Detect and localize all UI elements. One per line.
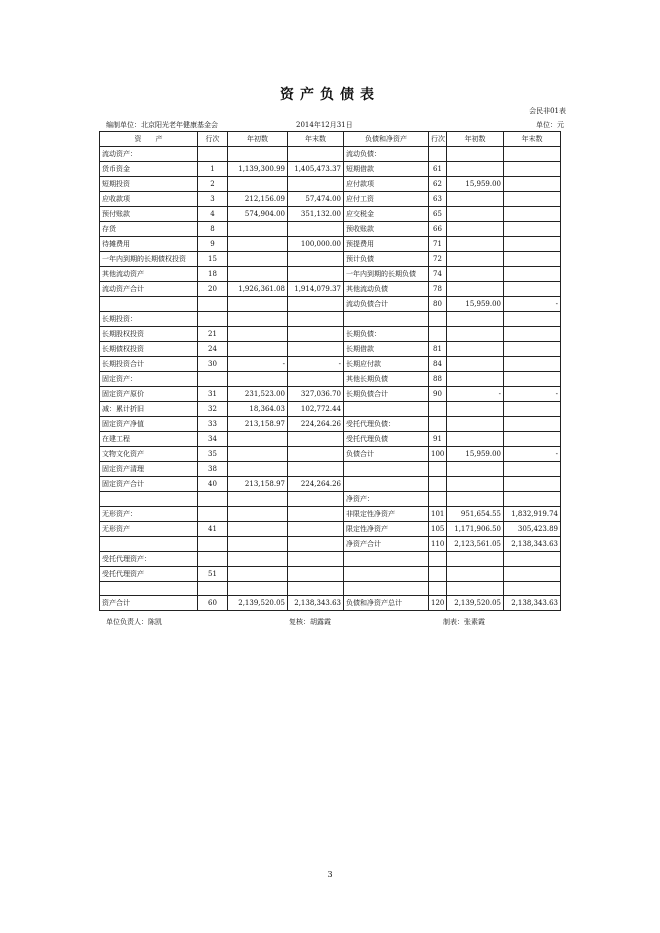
table-cell: [504, 402, 561, 417]
table-cell: 38: [198, 462, 228, 477]
table-cell: 1,926,361.08: [228, 282, 288, 297]
table-cell: 351,132.00: [288, 207, 344, 222]
table-cell: 净资产：: [344, 492, 429, 507]
table-row: [100, 567, 561, 582]
table-cell: [504, 162, 561, 177]
table-cell: [504, 252, 561, 267]
table-cell: 固定资产：: [100, 372, 198, 387]
table-cell: 24: [198, 342, 228, 357]
table-cell: 72: [429, 252, 447, 267]
table-cell: [198, 537, 228, 552]
table-cell: [447, 357, 504, 372]
table-cell: [504, 357, 561, 372]
table-cell: [288, 252, 344, 267]
table-cell: [228, 432, 288, 447]
table-cell: 84: [429, 357, 447, 372]
table-cell: [447, 162, 504, 177]
table-cell: [504, 492, 561, 507]
table-cell: [198, 582, 228, 596]
table-cell: [447, 237, 504, 252]
table-row: [100, 237, 561, 252]
table-cell: [228, 522, 288, 537]
table-cell: 15,959.00: [447, 177, 504, 192]
table-cell: [429, 417, 447, 432]
table-cell: 66: [429, 222, 447, 237]
table-cell: [447, 192, 504, 207]
table-cell: [100, 537, 198, 552]
table-cell: 应付工资: [344, 192, 429, 207]
table-cell: 2,139,520.05: [228, 596, 288, 611]
table-cell: [504, 417, 561, 432]
table-cell: [288, 462, 344, 477]
table-cell: 18,364.03: [228, 402, 288, 417]
table-cell: [228, 537, 288, 552]
table-cell: [228, 147, 288, 162]
table-cell: 80: [429, 297, 447, 312]
table-cell: 65: [429, 207, 447, 222]
table-cell: 应付款项: [344, 177, 429, 192]
table-row: [100, 387, 561, 402]
table-cell: 81: [429, 342, 447, 357]
table-cell: 1,139,300.99: [228, 162, 288, 177]
table-cell: [447, 462, 504, 477]
table-cell: 其他流动资产: [100, 267, 198, 282]
table-cell: [447, 222, 504, 237]
table-row: [100, 507, 561, 522]
table-cell: 105: [429, 522, 447, 537]
table-cell: [447, 312, 504, 327]
table-cell: 限定性净资产: [344, 522, 429, 537]
table-cell: 长期负债：: [344, 327, 429, 342]
table-cell: 1,405,473.37: [288, 162, 344, 177]
table-cell: 100: [429, 447, 447, 462]
table-cell: 资 产: [100, 132, 198, 147]
table-cell: 年初数: [228, 132, 288, 147]
table-cell: [344, 552, 429, 567]
table-cell: [288, 567, 344, 582]
table-cell: [447, 267, 504, 282]
table-cell: [228, 447, 288, 462]
table-cell: [504, 582, 561, 596]
table-row: [100, 447, 561, 462]
table-cell: 32: [198, 402, 228, 417]
table-cell: 受托代理负债：: [344, 417, 429, 432]
table-cell: [504, 552, 561, 567]
table-cell: [429, 462, 447, 477]
table-cell: -: [504, 447, 561, 462]
table-cell: [100, 492, 198, 507]
table-cell: 流动资产：: [100, 147, 198, 162]
table-cell: 30: [198, 357, 228, 372]
table-cell: [447, 402, 504, 417]
table-row: [100, 282, 561, 297]
table-cell: 31: [198, 387, 228, 402]
table-cell: 15: [198, 252, 228, 267]
table-cell: [344, 402, 429, 417]
table-cell: [198, 507, 228, 522]
table-cell: 574,904.00: [228, 207, 288, 222]
table-cell: [198, 492, 228, 507]
table-cell: [228, 462, 288, 477]
table-row: [100, 192, 561, 207]
report-date: 2014年12月31日: [296, 121, 353, 129]
table-cell: 1,171,906.50: [447, 522, 504, 537]
table-cell: [447, 147, 504, 162]
table-cell: [288, 342, 344, 357]
table-cell: 327,036.70: [288, 387, 344, 402]
table-cell: 非限定性净资产: [344, 507, 429, 522]
table-cell: 8: [198, 222, 228, 237]
table-cell: 90: [429, 387, 447, 402]
table-cell: [504, 432, 561, 447]
table-cell: 20: [198, 282, 228, 297]
table-cell: 流动资产合计: [100, 282, 198, 297]
table-cell: 流动负债合计: [344, 297, 429, 312]
table-cell: [228, 327, 288, 342]
table-cell: [504, 177, 561, 192]
table-cell: [504, 147, 561, 162]
table-cell: 1,914,079.37: [288, 282, 344, 297]
table-cell: [198, 372, 228, 387]
table-cell: [504, 477, 561, 492]
table-row: [100, 312, 561, 327]
table-cell: [100, 582, 198, 596]
table-cell: [447, 372, 504, 387]
table-cell: 行次: [429, 132, 447, 147]
table-cell: 长期应付款: [344, 357, 429, 372]
table-cell: 长期借款: [344, 342, 429, 357]
table-cell: [288, 432, 344, 447]
table-cell: [100, 297, 198, 312]
table-cell: 文物文化资产: [100, 447, 198, 462]
table-cell: [504, 312, 561, 327]
table-cell: 负债合计: [344, 447, 429, 462]
table-cell: 在建工程: [100, 432, 198, 447]
table-cell: [504, 192, 561, 207]
table-cell: [504, 567, 561, 582]
table-cell: 21: [198, 327, 228, 342]
table-row: [100, 267, 561, 282]
table-cell: 预付账款: [100, 207, 198, 222]
table-cell: 62: [429, 177, 447, 192]
table-cell: 受托代理资产：: [100, 552, 198, 567]
table-cell: [228, 492, 288, 507]
table-cell: 负债和净资产总计: [344, 596, 429, 611]
table-cell: 78: [429, 282, 447, 297]
table-cell: [504, 372, 561, 387]
table-cell: [288, 522, 344, 537]
table-cell: -: [228, 357, 288, 372]
table-cell: 长期投资：: [100, 312, 198, 327]
footer-unit-head: 单位负责人：陈凯: [106, 618, 162, 626]
table-cell: 行次: [198, 132, 228, 147]
table-cell: 短期借款: [344, 162, 429, 177]
table-cell: 3: [198, 192, 228, 207]
table-row: [100, 522, 561, 537]
table-cell: [504, 282, 561, 297]
table-cell: 74: [429, 267, 447, 282]
table-cell: [198, 552, 228, 567]
table-cell: [288, 312, 344, 327]
table-cell: 应交税金: [344, 207, 429, 222]
table-cell: [228, 252, 288, 267]
table-cell: [429, 582, 447, 596]
table-cell: 无形资产: [100, 522, 198, 537]
table-cell: 15,959.00: [447, 297, 504, 312]
table-cell: 减：累计折旧: [100, 402, 198, 417]
table-cell: 预计负债: [344, 252, 429, 267]
table-cell: 102,772.44: [288, 402, 344, 417]
table-cell: 71: [429, 237, 447, 252]
table-cell: 91: [429, 432, 447, 447]
table-cell: 固定资产清理: [100, 462, 198, 477]
table-cell: 待摊费用: [100, 237, 198, 252]
table-cell: 224,264.26: [288, 417, 344, 432]
table-row: [100, 372, 561, 387]
table-cell: 固定资产原价: [100, 387, 198, 402]
table-cell: 长期负债合计: [344, 387, 429, 402]
table-cell: 负债和净资产: [344, 132, 429, 147]
table-row: [100, 537, 561, 552]
table-cell: 60: [198, 596, 228, 611]
table-cell: [504, 207, 561, 222]
table-cell: [344, 582, 429, 596]
table-cell: 货币资金: [100, 162, 198, 177]
table-cell: 一年内到期的长期负债: [344, 267, 429, 282]
balance-sheet-table: [99, 131, 561, 611]
table-cell: [429, 402, 447, 417]
table-cell: 1: [198, 162, 228, 177]
table-cell: 305,423.89: [504, 522, 561, 537]
table-cell: 其他流动负债: [344, 282, 429, 297]
table-cell: [288, 222, 344, 237]
table-row: [100, 552, 561, 567]
table-cell: [198, 147, 228, 162]
table-cell: [447, 342, 504, 357]
table-cell: [447, 552, 504, 567]
table-cell: 2,138,343.63: [504, 596, 561, 611]
table-cell: [429, 312, 447, 327]
table-header-row: [100, 132, 561, 147]
table-cell: 长期股权投资: [100, 327, 198, 342]
table-cell: 1,832,919.74: [504, 507, 561, 522]
table-cell: [288, 297, 344, 312]
table-cell: 18: [198, 267, 228, 282]
table-row: [100, 207, 561, 222]
table-cell: 2: [198, 177, 228, 192]
table-cell: [288, 147, 344, 162]
table-cell: [288, 177, 344, 192]
table-cell: [228, 237, 288, 252]
table-cell: 2,138,343.63: [504, 537, 561, 552]
table-cell: [504, 342, 561, 357]
table-cell: [228, 567, 288, 582]
table-cell: 100,000.00: [288, 237, 344, 252]
table-cell: [228, 177, 288, 192]
table-cell: 120: [429, 596, 447, 611]
table-cell: 年末数: [504, 132, 561, 147]
table-cell: [228, 222, 288, 237]
table-cell: [344, 312, 429, 327]
table-cell: [288, 327, 344, 342]
table-cell: [447, 252, 504, 267]
table-cell: [429, 147, 447, 162]
table-cell: 净资产合计: [344, 537, 429, 552]
table-cell: 2,138,343.63: [288, 596, 344, 611]
table-cell: [198, 312, 228, 327]
table-cell: 应收款项: [100, 192, 198, 207]
table-cell: [447, 327, 504, 342]
table-cell: [447, 492, 504, 507]
table-cell: [447, 567, 504, 582]
table-cell: [344, 477, 429, 492]
table-cell: [504, 327, 561, 342]
footer-preparer: 制表：张素霞: [443, 618, 485, 626]
table-row: [100, 162, 561, 177]
table-cell: 35: [198, 447, 228, 462]
table-cell: 61: [429, 162, 447, 177]
table-cell: 资产合计: [100, 596, 198, 611]
table-row: [100, 417, 561, 432]
table-cell: [504, 462, 561, 477]
table-row: [100, 252, 561, 267]
table-cell: 短期投资: [100, 177, 198, 192]
table-cell: 长期债权投资: [100, 342, 198, 357]
table-cell: -: [504, 297, 561, 312]
table-row: [100, 462, 561, 477]
table-cell: [447, 477, 504, 492]
table-cell: 无形资产：: [100, 507, 198, 522]
table-cell: [228, 552, 288, 567]
table-cell: [288, 372, 344, 387]
table-cell: 9: [198, 237, 228, 252]
currency-unit: 单位：元: [536, 121, 564, 129]
table-cell: 63: [429, 192, 447, 207]
table-cell: [447, 432, 504, 447]
page-number: 3: [327, 870, 333, 879]
table-cell: 15,959.00: [447, 447, 504, 462]
table-cell: 存货: [100, 222, 198, 237]
table-cell: [288, 267, 344, 282]
table-row: [100, 582, 561, 596]
table-row: [100, 357, 561, 372]
table-cell: 2,139,520.05: [447, 596, 504, 611]
table-cell: 212,156.09: [228, 192, 288, 207]
table-cell: [228, 372, 288, 387]
table-cell: 其他长期负债: [344, 372, 429, 387]
table-cell: 951,654.55: [447, 507, 504, 522]
table-cell: [228, 582, 288, 596]
table-cell: [429, 552, 447, 567]
table-cell: [447, 582, 504, 596]
table-cell: [429, 492, 447, 507]
table-cell: 88: [429, 372, 447, 387]
form-code: 会民非01表: [529, 107, 566, 115]
table-cell: [228, 312, 288, 327]
table-cell: -: [447, 387, 504, 402]
table-row: [100, 432, 561, 447]
table-cell: 固定资产净值: [100, 417, 198, 432]
table-row: [100, 402, 561, 417]
table-row: [100, 297, 561, 312]
table-cell: [288, 447, 344, 462]
table-cell: 长期投资合计: [100, 357, 198, 372]
table-cell: [288, 537, 344, 552]
table-cell: [228, 342, 288, 357]
table-cell: -: [504, 387, 561, 402]
table-cell: [429, 567, 447, 582]
table-cell: 213,158.97: [228, 477, 288, 492]
table-cell: [447, 417, 504, 432]
table-row: [100, 327, 561, 342]
table-cell: [344, 567, 429, 582]
table-cell: [447, 207, 504, 222]
table-cell: [288, 552, 344, 567]
table-cell: 213,158.97: [228, 417, 288, 432]
table-cell: [504, 237, 561, 252]
table-cell: 57,474.00: [288, 192, 344, 207]
organization-label: 编制单位：北京阳光老年健康基金会: [106, 121, 218, 129]
table-cell: 预提费用: [344, 237, 429, 252]
table-cell: 224,264.26: [288, 477, 344, 492]
table-cell: 2,123,561.05: [447, 537, 504, 552]
table-cell: 固定资产合计: [100, 477, 198, 492]
table-cell: 40: [198, 477, 228, 492]
table-cell: 一年内到期的长期债权投资: [100, 252, 198, 267]
table-cell: [504, 267, 561, 282]
table-cell: [344, 462, 429, 477]
table-row: [100, 477, 561, 492]
table-cell: 110: [429, 537, 447, 552]
table-cell: [228, 297, 288, 312]
table-row: [100, 342, 561, 357]
table-cell: 41: [198, 522, 228, 537]
table-cell: [429, 477, 447, 492]
table-cell: [288, 582, 344, 596]
table-row: [100, 492, 561, 507]
table-cell: 预收账款: [344, 222, 429, 237]
table-cell: 4: [198, 207, 228, 222]
footer-reviewer: 复核：胡露霞: [289, 618, 331, 626]
table-row: [100, 177, 561, 192]
table-cell: -: [288, 357, 344, 372]
table-cell: [228, 507, 288, 522]
table-row: [100, 147, 561, 162]
table-cell: [429, 327, 447, 342]
table-cell: 年末数: [288, 132, 344, 147]
table-cell: 34: [198, 432, 228, 447]
table-cell: 年初数: [447, 132, 504, 147]
table-cell: [447, 282, 504, 297]
table-cell: 51: [198, 567, 228, 582]
document-title: 资产负债表: [280, 87, 380, 103]
table-cell: [504, 222, 561, 237]
table-cell: 受托代理负债: [344, 432, 429, 447]
table-cell: 受托代理资产: [100, 567, 198, 582]
table-cell: [228, 267, 288, 282]
table-cell: 流动负债：: [344, 147, 429, 162]
table-cell: 231,523.00: [228, 387, 288, 402]
table-cell: 101: [429, 507, 447, 522]
table-row: [100, 222, 561, 237]
table-cell: [198, 297, 228, 312]
table-cell: [288, 507, 344, 522]
table-row: [100, 596, 561, 611]
table-cell: 33: [198, 417, 228, 432]
table-cell: [288, 492, 344, 507]
